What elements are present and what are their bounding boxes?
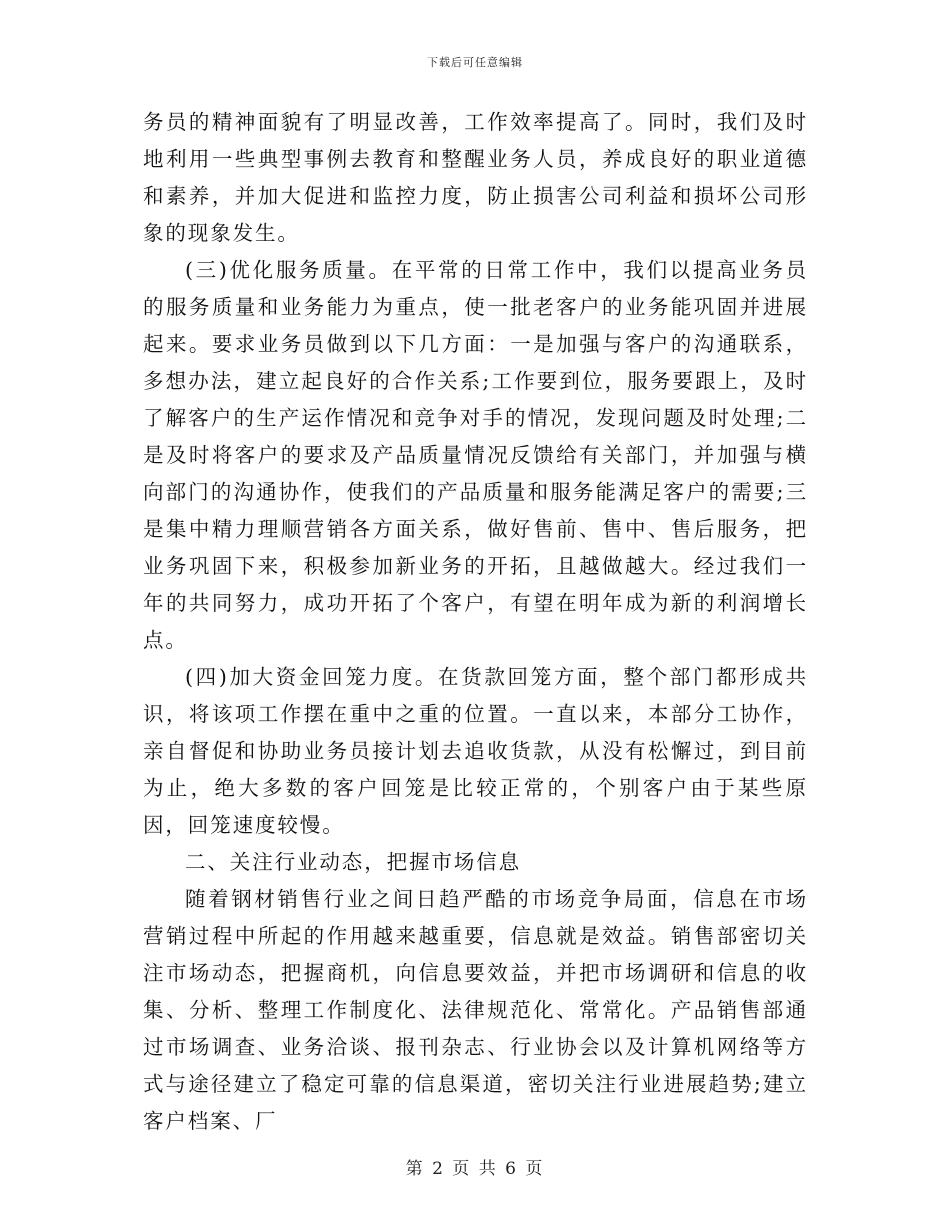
section-heading-market-info: 二、关注行业动态，把握市场信息 xyxy=(185,850,521,874)
paragraph-fund-recovery: (四)加大资金回笼力度。在货款回笼方面，整个部门都形成共识，将该项工作摆在重中之重的位置。一直以来，本部分工协作，亲自督促和协助业务员接计划去追收货款，从没有松懈过，到目前为止，绝大多数的客户回笼是比较正常的，个别客户由于某些原因，回笼速度较慢。 xyxy=(143,665,808,837)
paragraph-service-quality: (三)优化服务质量。在平常的日常工作中，我们以提高业务员的服务质量和业务能力为重点，使一批老客户的业务能巩固并进展起来。要求业务员做到以下几方面：一是加强与客户的沟通联系，多想办法，建立起良好的合作关系;工作要到位，服务要跟上，及时了解客户的生产运作情况和竞争对手的情况，发现问题及时处理;二是及时将客户的要求及产品质量情况反馈给有关部门，并加强与横向部门的沟通协作，使我们的产品质量和服务能满足客户的需要;三是集中精力理顺营销各方面关系，做好售前、售中、售后服务，把业务巩固下来，积极参加新业务的开拓，且越做越大。经过我们一年的共同努力，成功开拓了个客户，有望在明年成为新的利润增长点。 xyxy=(143,258,808,652)
paragraph-market-info: 随着钢材销售行业之间日趋严酷的市场竞争局面，信息在市场营销过程中所起的作用越来越重要，信息就是效益。销售部密切关注市场动态，把握商机，向信息要效益，并把市场调研和信息的收集、分析、整理工作制度化、法律规范化、常常化。产品销售部通过市场调查、业务洽谈、报刊杂志、行业协会以及计算机网络等方式与途径建立了稳定可靠的信息渠道，密切关注行业进展趋势;建立客户档案、厂 xyxy=(143,887,808,1133)
document-body xyxy=(143,104,808,1140)
page-header: 下载后可任意编辑 xyxy=(427,56,523,69)
page-number-footer: 第 2 页 共 6 页 xyxy=(405,1159,545,1179)
paragraph-continuation: 务员的精神面貌有了明显改善，工作效率提高了。同时，我们及时地利用一些典型事例去教育和整醒业务人员，养成良好的职业道德和素养，并加大促进和监控力度，防止损害公司利益和损坏公司形象的现象发生。 xyxy=(143,110,808,245)
